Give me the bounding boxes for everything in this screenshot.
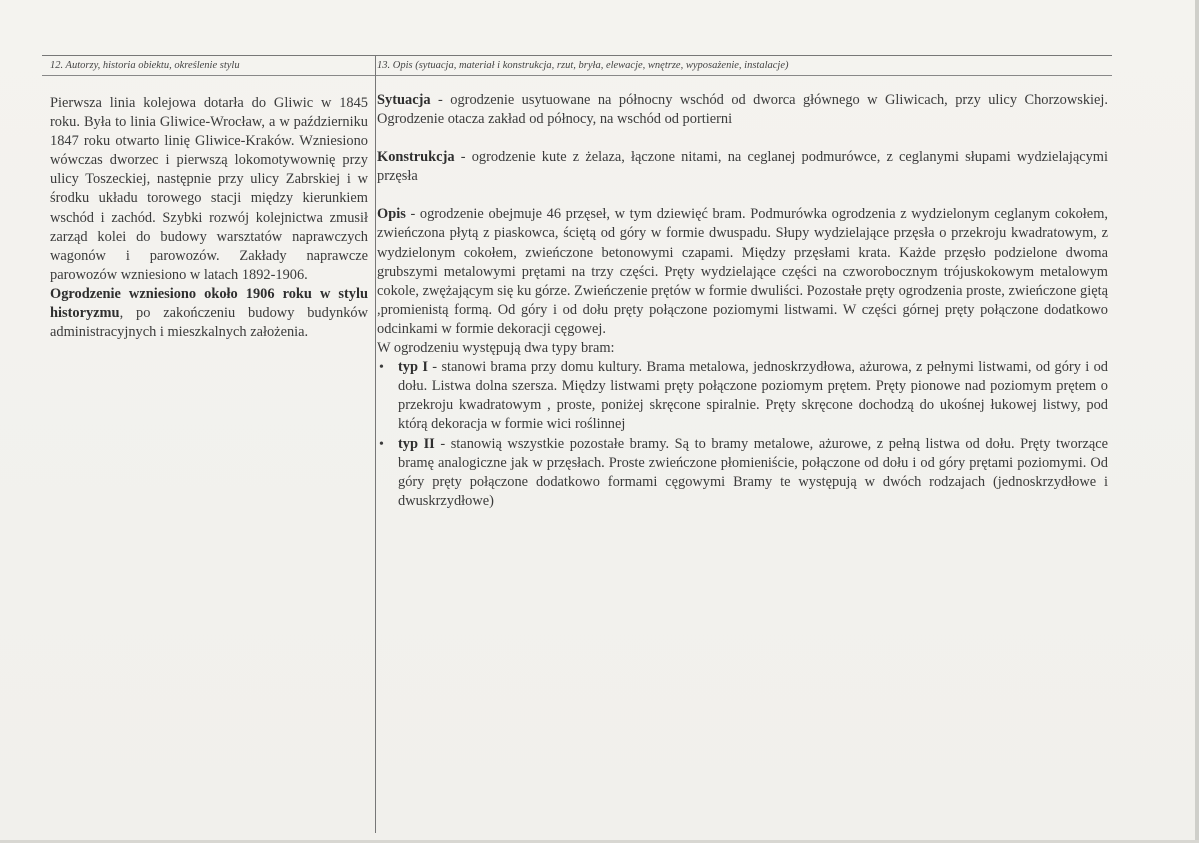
description-column xyxy=(377,91,1108,511)
fence-date-paragraph xyxy=(50,285,368,342)
fence-date-rest: , po zakończeniu budowy budynków administracyjnych i mieszkalnych założenia. xyxy=(50,305,368,341)
fence-date-bold: Ogrodzenie wzniesiono około 1906 roku w stylu historyzmu xyxy=(50,285,368,322)
gate-types-list xyxy=(377,358,1108,511)
section-13-header: 13. Opis (sytuacja, materiał i konstrukcja, rzut, bryła, elewacje, wnętrze, wyposażenie, instalacje) xyxy=(377,60,789,71)
description-text: - ogrodzenie obejmuje 46 przęseł, w tym dziewięć bram. Podmurówka ogrodzenia z wydzielonym ceglanym cokołem, zwieńczona płytą z piaskowca, ściętą od góry w formie dwuspadu. Słupy wydzielające przęsła o przekroju kwadratowym, z wydzielonym cokołem, zwieńczone betonowymi czapami. Między przęsłami krata. Każde przęsło podzielone dwoma grubszymi metalowymi prętami na trzy części. Pręty wydzielające części na czworobocznym trójuskokowym metalowym cokole, zwężającym się ku górze. Zwieńczenie prętów w formie dwuliści. Pozostałe pręty ogrodzenia proste, zwieńczone giętą ,promienistą formą. Od góry i od dołu pręty połączone poziomymi listwami. W części górnej pręty połączone dodatkowo odcinkami w formie dekoracji cęgowej. xyxy=(377,206,1108,337)
list-item xyxy=(377,435,1108,511)
description-label: Opis xyxy=(377,206,406,223)
situation-text: - ogrodzenie usytuowane na północny wschód od dworca głównego w Gliwicach, przy ulicy Chorzowskiej. Ogrodzenie otacza zakład od północy, na wschód od portierni xyxy=(377,92,1108,128)
construction-text: - ogrodzenie kute z żelaza, łączone nitami, na ceglanej podmurówce, z ceglanymi słupami wydzielającymi przęsła xyxy=(377,149,1108,185)
gate-type-label: typ I xyxy=(398,359,428,376)
history-column xyxy=(50,94,368,342)
construction-label: Konstrukcja xyxy=(377,149,455,166)
header-bottom-rule xyxy=(42,75,1112,76)
bullet-icon: • xyxy=(379,436,384,452)
table-top-rule xyxy=(42,55,1112,56)
gate-type-text: - stanowi brama przy domu kultury. Brama metalowa, jednoskrzydłowa, ażurowa, z pełnymi listwami, od góry i od dołu. Listwa dolna szersza. Między listwami pręty połączone poziomym prętem. Pręty pionowe nad poziomym prętem o przekroju kwadratowym , proste, poniżej skręcone spiralnie. Pręty skręcone dochodzą do ukośnej łukowej listwy, pod którą dekoracja w formie wici roślinnej xyxy=(398,359,1108,433)
gate-type-label: typ II xyxy=(398,435,435,452)
bullet-icon: • xyxy=(379,360,384,376)
gates-intro: W ogrodzeniu występują dwa typy bram: xyxy=(377,340,615,357)
situation-label: Sytuacja xyxy=(377,92,431,108)
scan-edge-right xyxy=(1195,0,1199,843)
gate-type-text: - stanowią wszystkie pozostałe bramy. Są to bramy metalowe, ażurowe, z pełną listwa od dołu. Pręty tworzące bramę analogiczne jak w przęsłach. Proste zwieńczone płomieniście, połączone od dołu i od góry prętami poziomymi. Od góry pręty połączone dodatkowo formami cęgowymi Bramy te występują w dwóch rodzajach (jednoskrzydłowe i dwuskrzydłowe) xyxy=(398,435,1108,509)
construction-paragraph xyxy=(377,148,1108,186)
section-12-header: 12. Autorzy, historia obiektu, określenie stylu xyxy=(50,60,240,71)
description-paragraph xyxy=(377,205,1108,339)
column-divider xyxy=(375,55,376,833)
situation-paragraph xyxy=(377,91,1108,129)
list-item xyxy=(377,358,1108,434)
history-paragraph: Pierwsza linia kolejowa dotarła do Gliwic w 1845 roku. Była to linia Gliwice-Wrocław, a w październiku 1847 roku otwarto linię Gliwice-Kraków. Wzniesiono wówczas dworzec i pierwszą lokomotywownię przy ulicy Toszeckiej, następnie przy ulicy Zabrskiej i w środku układu torowego stacji między kierunkiem wschód i zachód. Szybki rozwój kolejnictwa zmusił zarząd kolei do budowy warsztatów naprawczych wagonów i parowozów. Zakłady naprawcze parowozów wzniesiono w latach 1892-1906. xyxy=(50,95,368,283)
